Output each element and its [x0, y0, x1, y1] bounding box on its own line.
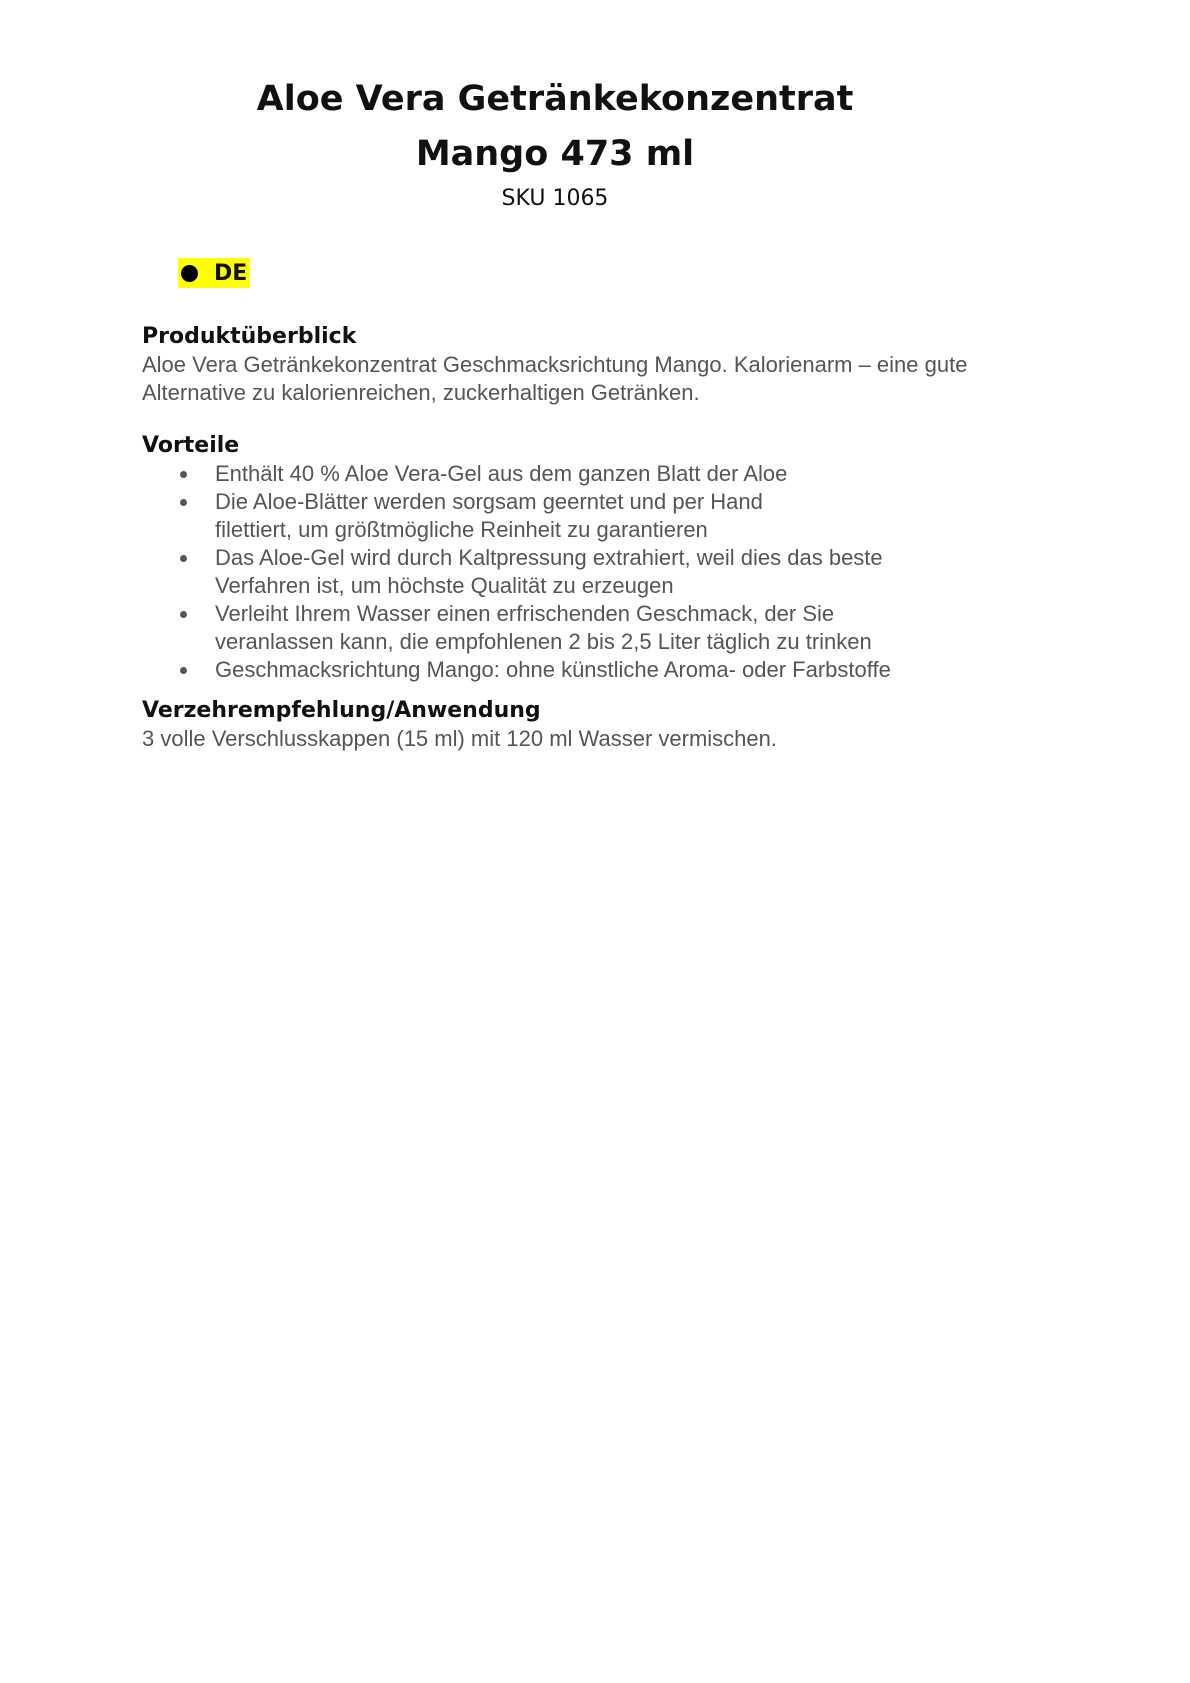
usage-heading: Verzehrempfehlung/Anwendung	[142, 698, 541, 723]
product-title-line-2: Mango 473 ml	[415, 134, 695, 174]
benefit-line: Geschmacksrichtung Mango: ohne künstliche Aroma- oder Farbstoffe	[215, 657, 891, 682]
list-item	[215, 656, 1102, 684]
benefits-heading: Vorteile	[142, 433, 240, 458]
benefit-line: Das Aloe-Gel wird durch Kaltpressung extrahiert, weil dies das beste	[215, 545, 883, 570]
overview-text	[142, 351, 1102, 407]
language-marker	[178, 258, 250, 288]
list-item	[215, 544, 1102, 600]
overview-text-line-2: Alternative zu kalorienreichen, zuckerhaltigen Getränken.	[142, 380, 700, 405]
benefit-line: Enthält 40 % Aloe Vera-Gel aus dem ganzen Blatt der Aloe	[215, 461, 788, 486]
language-code: DE	[214, 260, 248, 286]
title-block	[150, 72, 960, 214]
benefit-line: Verleiht Ihrem Wasser einen erfrischenden Geschmack, der Sie	[215, 601, 835, 626]
benefit-line: Die Aloe-Blätter werden sorgsam geerntet und per Hand	[215, 489, 763, 514]
usage-text: 3 volle Verschlusskappen (15 ml) mit 120 ml Wasser vermischen.	[142, 726, 777, 751]
bullet-icon	[180, 471, 187, 478]
sku-label: SKU 1065	[501, 186, 609, 211]
benefit-line: Verfahren ist, um höchste Qualität zu erzeugen	[215, 573, 674, 598]
list-item	[215, 460, 1102, 488]
bullet-icon	[180, 667, 187, 674]
list-item	[215, 488, 1102, 544]
bullet-icon	[180, 611, 187, 618]
bullet-icon	[181, 265, 198, 282]
benefit-line: veranlassen kann, die empfohlenen 2 bis 2,5 Liter täglich zu trinken	[215, 629, 872, 654]
document-content	[142, 322, 1102, 753]
overview-text-line-1: Aloe Vera Getränkekonzentrat Geschmacksrichtung Mango. Kalorienarm – eine gute	[142, 352, 968, 377]
overview-heading: Produktüberblick	[142, 324, 357, 349]
product-title-line-1: Aloe Vera Getränkekonzentrat	[256, 79, 854, 119]
benefit-line: filettiert, um größtmögliche Reinheit zu garantieren	[215, 517, 708, 542]
benefits-list	[142, 460, 1102, 684]
bullet-icon	[180, 499, 187, 506]
list-item	[215, 600, 1102, 656]
product-title	[150, 72, 960, 182]
bullet-icon	[180, 555, 187, 562]
